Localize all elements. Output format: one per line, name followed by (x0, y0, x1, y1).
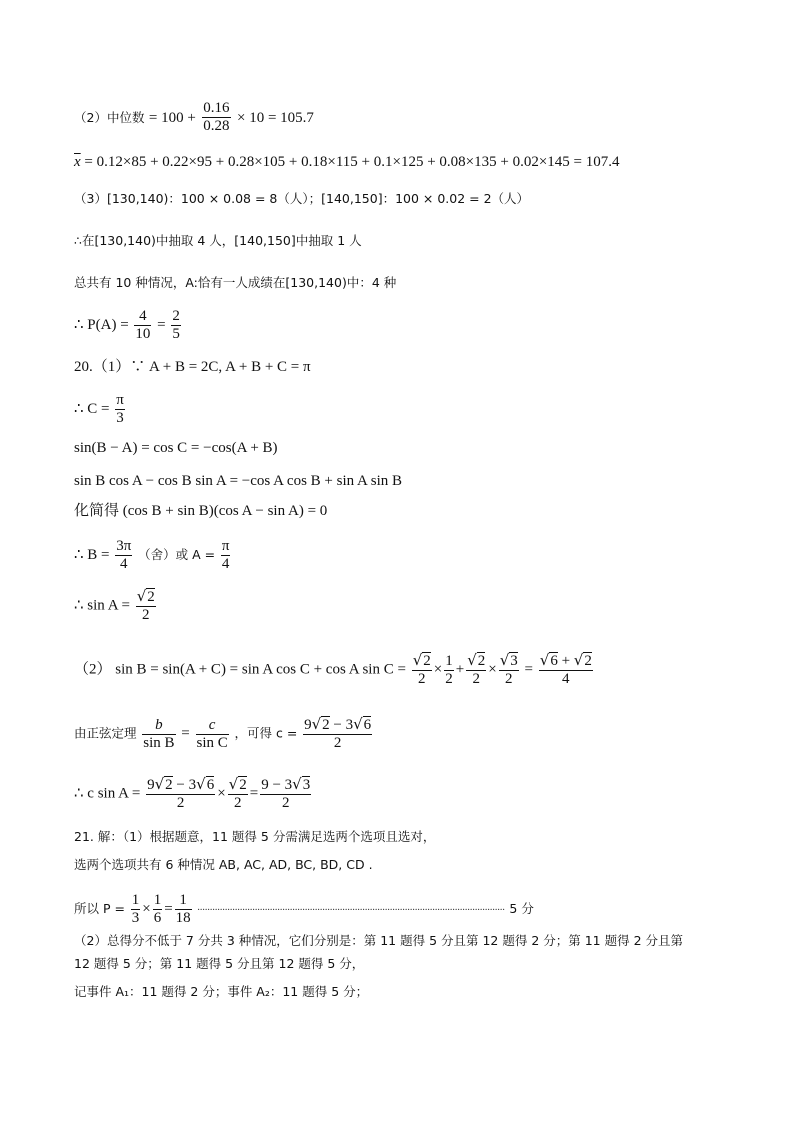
fraction: $\frac{√2}{2}$ (467, 651, 486, 688)
fraction: $\frac{9 - 3√3}{2}$ (261, 775, 311, 812)
fraction: $\frac{\pi}{3}$ (116, 392, 124, 427)
fraction: $\frac{3\pi}{4}$ (116, 538, 132, 573)
fraction: $\frac{c}{\text{sin C}}$ (196, 716, 228, 751)
sin-a-line: ∴ sin A = $\frac{√2}{2}$ (74, 587, 155, 624)
p-value-line: 所以 P = $\frac{1}{3}$ × $\frac{1}{6}$ = $\frac{1}{18}$ ........................................................................................................................... 5 分 (74, 892, 534, 927)
problem-21-line: 21. 解：（1）根据题意，11 题得 5 分需满足选两个选项且选对， (74, 829, 436, 844)
fraction: $\frac{9√2 - 3√6}{2}$ (147, 775, 215, 812)
mean-line: $\overline{x} = 0.12\times 85 + 0.22\times 95 + 0.28\times 105 + 0.18\times 115 + 0.1\times 125 + 0.08\times 135 + 0.02\times 145 = 107.4$ (74, 154, 620, 170)
fraction: $\frac{4}{10}$ (135, 308, 151, 343)
fraction: $\frac{\pi}{4}$ (221, 538, 230, 573)
fraction: $\frac{√6 + √2}{4}$ (539, 651, 592, 688)
cases-line: 总共有 10 种情况，A:恰有一人成绩在[130,140)中：4 种 (74, 275, 397, 290)
c-value-line: ∴ C = $\frac{\pi}{3}$ (74, 392, 124, 427)
options-line: 选两个选项共有 6 种情况 AB, AC, AD, BC, BD, CD . (74, 857, 373, 872)
sine-law-line: 由正弦定理 $\frac{b}{\text{sin B}}$ = $\frac{c}{\text{sin C}}$ ，可得 c = $\frac{9√2 - 3√6}{2}$ (74, 715, 372, 752)
median-line: （2）中位数 = 100 + $\frac{0.16}{0.28}$ × 10 = 105.7 (74, 100, 314, 135)
fraction: $\frac{1}{18}$ (175, 892, 191, 927)
sin-identity-line: sin(B − A) = cos C = −cos(A + B) (74, 440, 278, 456)
fraction: $\frac{√2}{2}$ (228, 775, 247, 812)
problem-20-line: 20.（1）∵ A + B = 2C, A + B + C = π (74, 359, 311, 375)
fraction: $\frac{0.16}{0.28}$ (203, 100, 230, 135)
fraction: $\frac{√2}{2}$ (136, 587, 155, 624)
sin-b-line: （2） sin B = sin(A + C) = sin A cos C + cos A sin C = $\frac{√2}{2}$ × $\frac{1}{2}$ + $\frac{√2}{2}$ × $\frac{√3}{2}$ = $\frac{√6 + √2}{4}$ (74, 651, 592, 688)
c-sin-a-line: ∴ c sin A = $\frac{9√2 - 3√6}{2}$ × $\frac{√2}{2}$ = $\frac{9 - 3√3}{2}$ (74, 775, 311, 812)
fraction: $\frac{1}{2}$ (445, 652, 453, 687)
part-2-continued-line: 12 题得 5 分；第 11 题得 5 分且第 12 题得 5 分， (74, 956, 365, 971)
probability-line: ∴ P(A) = $\frac{4}{10}$ = $\frac{2}{5}$ (74, 308, 180, 343)
fraction: $\frac{1}{3}$ (131, 892, 140, 927)
fraction: $\frac{2}{5}$ (172, 308, 180, 343)
part-2-line: （2）总得分不低于 7 分共 3 种情况，它们分别是：第 11 题得 5 分且第 12 题得 2 分；第 11 题得 2 分且第 (74, 933, 684, 948)
expansion-line: sin B cos A − cos B sin A = −cos A cos B + sin A sin B (74, 473, 403, 489)
events-line: 记事件 A₁：11 题得 2 分；事件 A₂：11 题得 5 分； (74, 984, 369, 999)
simplify-line: 化简得 (cos B + sin B)(cos A − sin A) = 0 (74, 503, 328, 519)
fraction: $\frac{√3}{2}$ (499, 651, 518, 688)
fraction: $\frac{9√2 - 3√6}{2}$ (304, 715, 372, 752)
sampling-line: （3）[130,140)：100 × 0.08 = 8（人）；[140,150]：100 × 0.02 = 2（人） (74, 191, 530, 206)
fraction: $\frac{1}{6}$ (153, 892, 162, 927)
sampling-result-line: ∴在[130,140)中抽取 4 人，[140,150]中抽取 1 人 (74, 233, 362, 248)
b-value-line: ∴ B = $\frac{3\pi}{4}$ （舍）或 A = $\frac{\pi}{4}$ (74, 538, 230, 573)
fraction: $\frac{b}{\text{sin B}}$ (143, 716, 175, 751)
fraction: $\frac{√2}{2}$ (412, 651, 431, 688)
